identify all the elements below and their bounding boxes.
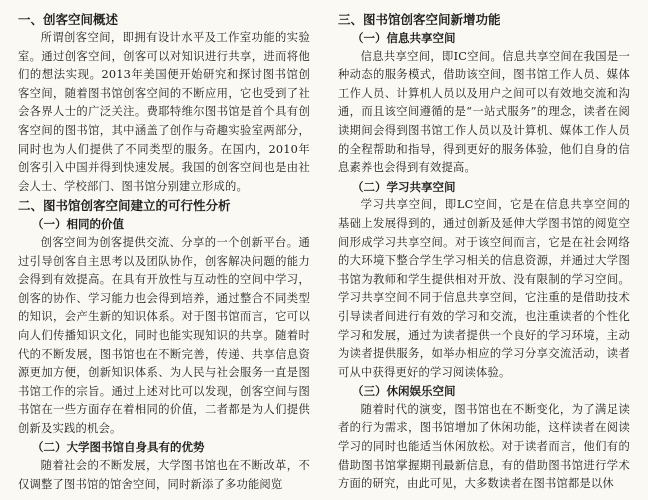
subsection-3-1-paragraph: 信息共享空间，即IC空间。信息共享空间在我国是一种动态的服务模式，借助该空间，图书馆工作人员、媒体工作人员、计算机人员以及用户之间可以有效地交流和沟通，而且该空间遵循的是“一站式服务”的理念，读者在阅读期间会得到图书馆工作人员以及计算机、媒体工作人员的全程帮助和指导，得到更好的服务体验，他们自身的信息素养也会得到有效提高。 (338, 49, 630, 175)
subsection-3-2-paragraph: 学习共享空间，即LC空间，它是在信息共享空间的基础上发展得到的，通过创新及延伸大学图书馆的阅览空间形成学习共享空间。对于该空间而言，它是在社会网络的大环境下整合学生学习相关的信息资源，并通过大学图书馆为教师和学生提供相对开放、没有限制的学习空间。学习共享空间不同于信息共享空间，它注重的是借助技术引导读者间进行有效的学习和交流，也注重读者的个性化学习和发展，通过为读者提供一个良好的学习环境，主动为读者提供服务，如举办相应的学习分享交流活动，读者可从中获得更好的学习阅读体验。 (338, 198, 630, 379)
section-1-heading: 一、创客空间概述 (18, 12, 119, 27)
subsection-3-1-heading: （一）信息共享空间 (352, 31, 456, 45)
section-1-paragraph: 所谓创客空间，即拥有设计水平及工作室功能的实验室。通过创客空间，创客可以对知识进行共享，进而将他们的想法实现。2013年美国便开始研究和探讨图书馆创客空间，随着图书馆创客空间的不断应用，它也受到了社会各界人士的广泛关注。费耶特维尔图书馆是首个具有创客空间的图书馆，其中涵盖了创作与奇趣实验室两部分，同时也为人们提供了不同类型的服务。在国内，2010年创客引入中国并得到快速发展。我国的创客空间也是由社会人士、学校部门、图书馆分别建立形成的。 (18, 31, 310, 193)
section-3-heading: 三、图书馆创客空间新增功能 (338, 12, 501, 27)
subsection-2-2-paragraph: 随着社会的不断发展，大学图书馆也在不断改革，不仅调整了图书馆的馆舍空间，同时新添了多功能阅览 (18, 459, 310, 491)
subsection-2-2-heading: （二）大学图书馆自身具有的优势 (32, 440, 205, 455)
subsection-3-3-paragraph: 随着时代的演变，图书馆也在不断变化，为了满足读者的行为需求，图书馆增加了休闲功能，这样读者在阅读学习的同时也能适当休闲放松。对于读者而言，他们有的借助图书馆掌握期刊最新信息，有的借助图书馆进行学术方面的研究，由此可见，大多数读者在图书馆都是以休 (338, 402, 630, 491)
section-2-heading: 二、图书馆创客空间建立的可行性分析 (18, 198, 231, 214)
subsection-3-2-heading: （二）学习共享空间 (352, 179, 456, 194)
subsection-2-1-paragraph: 创客空间为创客提供交流、分享的一个创新平台。通过引导创客自主思考以及团队协作，创客解决问题的能力会得到有效提高。在具有开放性与互动性的空间中学习，创客的协作、学习能力也会得到培养，通过整合不同类型的知识，会产生新的知识体系。对于图书馆而言，它可以向人们传播知识文化，同时也能实现知识的共享。随着时代的不断发展，图书馆也在不断完善，传递、共享信息资源更加方便，创新知识体系、为人民与社会服务一直是图书馆工作的宗旨。通过上述对比可以发现，创客空间与图书馆在一些方面存在着相同的价值，二者都是为人们提供创新及实践的机会。 (18, 235, 310, 435)
subsection-2-1-heading: （一）相同的价值 (32, 217, 124, 232)
right-column (338, 10, 630, 494)
subsection-3-3-heading: （三）休闲娱乐空间 (352, 384, 456, 399)
left-column (18, 10, 310, 494)
